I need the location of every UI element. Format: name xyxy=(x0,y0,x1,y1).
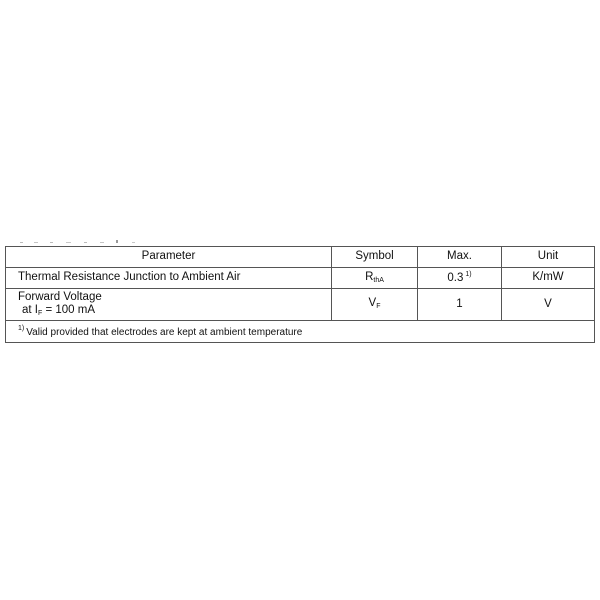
unit-value: V xyxy=(544,297,552,310)
parameter-cell xyxy=(6,289,332,321)
max-value: 0.3 xyxy=(447,271,464,284)
max-cell xyxy=(418,268,502,289)
header-unit: Unit xyxy=(502,247,595,268)
max-value: 1 xyxy=(456,297,463,310)
header-parameter: Parameter xyxy=(6,247,332,268)
symbol-cell xyxy=(332,268,418,289)
table-row xyxy=(6,268,595,289)
parameter-text: Thermal Resistance Junction to Ambient Air xyxy=(18,271,241,284)
unit-value: K/mW xyxy=(532,271,564,284)
condition-prefix: at I xyxy=(22,304,38,317)
symbol-base: R xyxy=(365,270,374,283)
parameter-condition xyxy=(18,304,325,318)
condition-subscript: F xyxy=(37,310,43,318)
unit-cell xyxy=(502,289,595,321)
parameter-cell xyxy=(6,268,332,289)
symbol-cell xyxy=(332,289,418,321)
footnote-reference: 1) xyxy=(465,270,472,278)
parameter-text: Forward Voltage xyxy=(18,290,102,303)
footnote-text: Valid provided that electrodes are kept at ambient temperature xyxy=(26,326,303,338)
table-row xyxy=(6,289,595,321)
footnote-cell xyxy=(6,321,595,343)
header-symbol: Symbol xyxy=(332,247,418,268)
header-max: Max. xyxy=(418,247,502,268)
scan-artifact xyxy=(20,240,160,244)
thermal-characteristics-table xyxy=(5,246,595,343)
table-header-row xyxy=(6,247,595,268)
symbol-subscript: thA xyxy=(373,276,384,284)
symbol-base: V xyxy=(368,297,377,310)
symbol-subscript: F xyxy=(376,303,381,311)
unit-cell xyxy=(502,268,595,289)
condition-suffix: = 100 mA xyxy=(42,304,96,317)
max-cell xyxy=(418,289,502,321)
footnote-row xyxy=(6,321,595,343)
footnote-marker: 1) xyxy=(18,324,25,332)
